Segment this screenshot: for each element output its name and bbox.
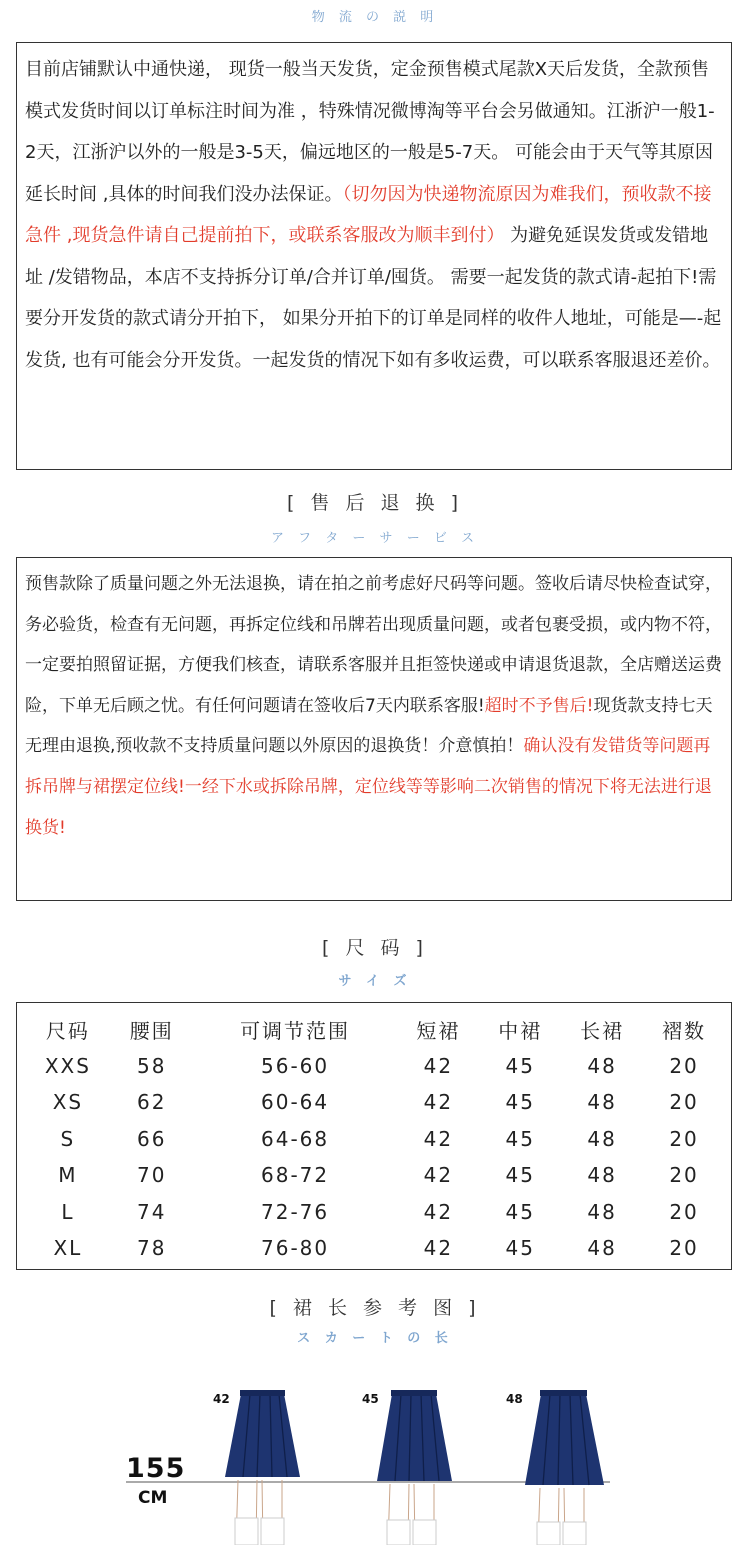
table-cell: 20 [669, 1053, 699, 1078]
table-cell: 45 [505, 1053, 535, 1078]
skirt-short [225, 1394, 300, 1477]
table-cell: 20 [669, 1163, 699, 1188]
logistics-warning: （切勿因为快递物流原因为难我们，预收款不接急件 ,现货急件请自己提前拍下，或联系客服改为顺丰到付） [25, 183, 712, 246]
table-cell: M [58, 1163, 78, 1188]
table-cell: 78 [137, 1236, 167, 1261]
skirt-length-diagram [0, 1360, 750, 1545]
table-cell: XS [52, 1090, 84, 1115]
skirt-label-long: 48 [506, 1392, 523, 1406]
after-sales-timeout-warning: 超时不予售后! [484, 695, 594, 716]
table-cell: 45 [505, 1090, 535, 1115]
table-cell: 45 [505, 1126, 535, 1151]
logistics-box [16, 42, 732, 470]
header-cell: 腰围 [129, 1018, 174, 1043]
skirt-figure-long [506, 1390, 604, 1545]
table-cell: 42 [423, 1126, 454, 1151]
header-cell: 短裙 [416, 1018, 461, 1043]
table-cell: 74 [137, 1199, 167, 1224]
table-cell: 48 [587, 1199, 617, 1224]
after-sales-subtitle: ア フ タ ー サ ー ビ ス [271, 531, 479, 546]
table-cell: 42 [423, 1090, 454, 1115]
height-unit: CM [138, 1488, 168, 1508]
table-row [25, 1157, 725, 1194]
table-cell: 48 [587, 1126, 617, 1151]
table-cell: 64-68 [261, 1126, 330, 1151]
logistics-text: 目前店铺默认中通快递， 现货一般当天发货，定金预售模式尾款X天后发货，全款预售模式发货时间以订单标注时间为准 ，特殊情况微博淘等平台会另做通知。江浙沪一般1-2天，江浙沪以外的一般是3-5天，偏远地区的一般是5-7天。 可能会由于天气等其原因延长时间 ,具体的时间我们没办法保证。 [25, 59, 715, 205]
skirt-length-title: [ 裙 长 参 考 图 ] [269, 1297, 481, 1319]
size-title: [ 尺 码 ] [322, 937, 428, 959]
header-cell: 褶数 [662, 1018, 707, 1043]
table-row [25, 1048, 725, 1085]
after-sales-tag-warning: 确认没有发错货等问题再拆吊牌与裙摆定位线!一经下水或拆除吊牌，定位线等等影响二次销售的情况下将无法进行退换货! [25, 736, 712, 838]
after-sales-box [16, 557, 732, 901]
size-table [25, 1011, 725, 1267]
table-row [25, 1230, 725, 1267]
header-cell: 长裙 [580, 1018, 625, 1043]
height-value: 155 [126, 1453, 186, 1484]
table-cell: 42 [423, 1236, 454, 1261]
table-cell: 42 [423, 1163, 454, 1188]
header-cell: 可调节范围 [240, 1018, 351, 1043]
table-cell: L [61, 1199, 75, 1224]
skirt-medium [377, 1394, 452, 1481]
skirt-length-subtitle: ス カ ー ト の 长 [297, 1331, 453, 1346]
table-cell: 42 [423, 1199, 454, 1224]
logistics-text-2: 为避免延误发货或发错地址 /发错物品，本店不支持拆分订单/合并订单/囤货。 需要一起发货的款式请-起拍下!需要分开发货的款式请分开拍下， 如果分开拍下的订单是同样的收件人地址，可能是—-起发货, 也有可能会分开发货。一起发货的情况下如有多收运费，可以联系客服退还差价。 [25, 225, 722, 371]
header-cell: 尺码 [45, 1018, 90, 1043]
table-row [25, 1194, 725, 1231]
table-cell: 68-72 [261, 1163, 330, 1188]
size-subtitle: サ イ ズ [338, 974, 412, 989]
logistics-subtitle: 物 流 の 説 明 [311, 10, 439, 25]
table-cell: 66 [137, 1126, 167, 1151]
table-cell: 45 [505, 1163, 535, 1188]
table-cell: 20 [669, 1126, 699, 1151]
table-cell: 20 [669, 1236, 699, 1261]
table-cell: 45 [505, 1236, 535, 1261]
table-cell: 48 [587, 1053, 617, 1078]
table-cell: 45 [505, 1199, 535, 1224]
table-cell: 62 [137, 1090, 167, 1115]
table-cell: 76-80 [261, 1236, 330, 1261]
after-sales-text-2: 现货款支持七天无理由退换,预收款不支持质量问题以外原因的退换货！介意慎拍！ [25, 695, 713, 757]
table-cell: 42 [423, 1053, 454, 1078]
after-sales-text: 预售款除了质量问题之外无法退换，请在拍之前考虑好尺码等问题。签收后请尽快检查试穿，务必验货，检查有无问题，再拆定位线和吊牌若出现质量问题，或者包裹受损，或内物不符，一定要拍照留证据，方便我们核查，请联系客服并且拒签快递或申请退货退款，全店赠送运费险，下单无后顾之忧。有任何问题请在签收后7天内联系客服! [25, 574, 722, 716]
skirt-long [525, 1394, 604, 1485]
table-cell: 20 [669, 1090, 699, 1115]
table-cell: XXS [44, 1053, 91, 1078]
table-cell: 48 [587, 1236, 617, 1261]
skirt-label-short: 42 [213, 1392, 230, 1406]
header-cell: 中裙 [498, 1018, 543, 1043]
table-cell: 70 [137, 1163, 167, 1188]
table-cell: S [60, 1126, 76, 1151]
table-cell: 20 [669, 1199, 699, 1224]
table-row [25, 1084, 725, 1121]
skirt-figure-short [213, 1390, 300, 1545]
size-table-box [16, 1002, 732, 1270]
skirt-figure-medium [362, 1390, 452, 1545]
skirt-label-medium: 45 [362, 1392, 379, 1406]
table-cell: 56-60 [261, 1053, 330, 1078]
table-cell: 60-64 [261, 1090, 330, 1115]
table-cell: 48 [587, 1163, 617, 1188]
table-cell: 58 [137, 1053, 167, 1078]
size-table-header [25, 1011, 725, 1048]
table-row [25, 1121, 725, 1158]
after-sales-title: [ 售 后 退 换 ] [286, 492, 464, 514]
table-cell: 72-76 [261, 1199, 330, 1224]
table-cell: 48 [587, 1090, 617, 1115]
table-cell: XL [53, 1236, 83, 1261]
